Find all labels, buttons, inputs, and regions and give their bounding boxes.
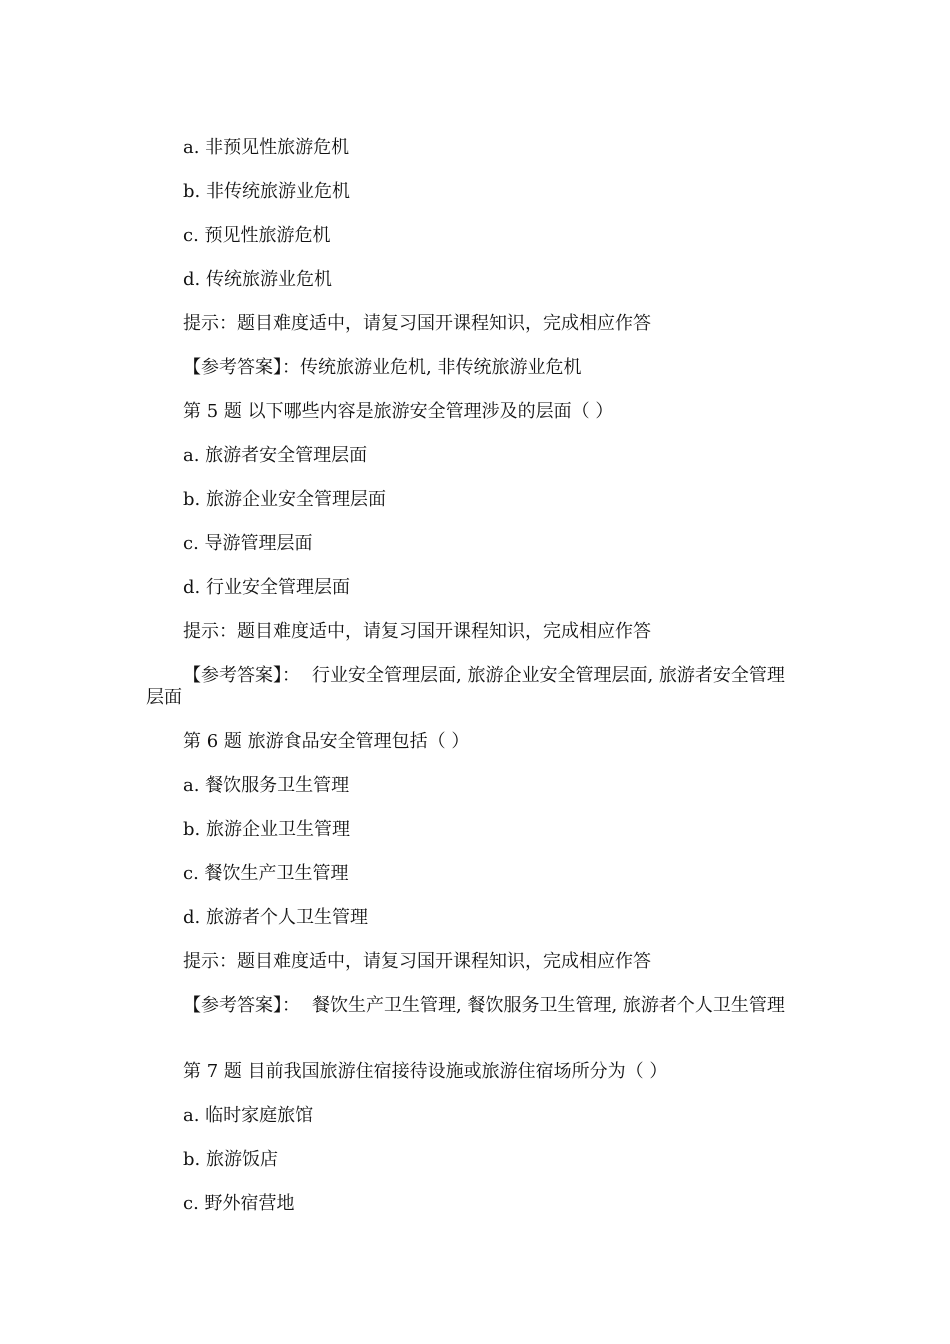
q7-title: 第 7 题 目前我国旅游住宿接待设施或旅游住宿场所分为（ ） bbox=[183, 1061, 668, 1082]
q4-option-d: d. 传统旅游业危机 bbox=[183, 269, 332, 290]
answer-text: 行业安全管理层面, 旅游企业安全管理层面, 旅游者安全管理层面 bbox=[146, 665, 785, 708]
answer-text: 餐饮生产卫生管理, 餐饮服务卫生管理, 旅游者个人卫生管理 bbox=[312, 995, 785, 1016]
q4-option-c: c. 预见性旅游危机 bbox=[183, 225, 331, 246]
q6-option-a: a. 餐饮服务卫生管理 bbox=[183, 775, 350, 796]
q6-hint: 提示：题目难度适中，请复习国开课程知识，完成相应作答 bbox=[183, 951, 651, 972]
answer-text: 传统旅游业危机, 非传统旅游业危机 bbox=[300, 357, 582, 378]
q5-hint: 提示：题目难度适中，请复习国开课程知识，完成相应作答 bbox=[183, 621, 651, 642]
q6-option-d: d. 旅游者个人卫生管理 bbox=[183, 907, 368, 928]
q5-option-c: c. 导游管理层面 bbox=[183, 533, 313, 554]
q6-option-c: c. 餐饮生产卫生管理 bbox=[183, 863, 349, 884]
q7-option-c: c. 野外宿营地 bbox=[183, 1193, 295, 1214]
q4-option-a: a. 非预见性旅游危机 bbox=[183, 137, 350, 158]
q7-option-a: a. 临时家庭旅馆 bbox=[183, 1105, 314, 1126]
q4-option-b: b. 非传统旅游业危机 bbox=[183, 181, 350, 202]
q6-title: 第 6 题 旅游食品安全管理包括（ ） bbox=[183, 731, 470, 752]
q4-answer bbox=[183, 357, 581, 379]
q7-option-b: b. 旅游饭店 bbox=[183, 1149, 278, 1170]
answer-label: 【参考答案】： bbox=[183, 665, 300, 686]
q6-answer bbox=[146, 995, 801, 1017]
q5-option-a: a. 旅游者安全管理层面 bbox=[183, 445, 368, 466]
answer-label: 【参考答案】： bbox=[183, 995, 300, 1016]
q5-title: 第 5 题 以下哪些内容是旅游安全管理涉及的层面（ ） bbox=[183, 401, 614, 422]
q5-option-d: d. 行业安全管理层面 bbox=[183, 577, 350, 598]
q6-option-b: b. 旅游企业卫生管理 bbox=[183, 819, 350, 840]
q5-answer bbox=[146, 665, 801, 709]
q4-hint: 提示：题目难度适中，请复习国开课程知识，完成相应作答 bbox=[183, 313, 651, 334]
answer-label: 【参考答案】： bbox=[183, 357, 300, 378]
q5-option-b: b. 旅游企业安全管理层面 bbox=[183, 489, 386, 510]
